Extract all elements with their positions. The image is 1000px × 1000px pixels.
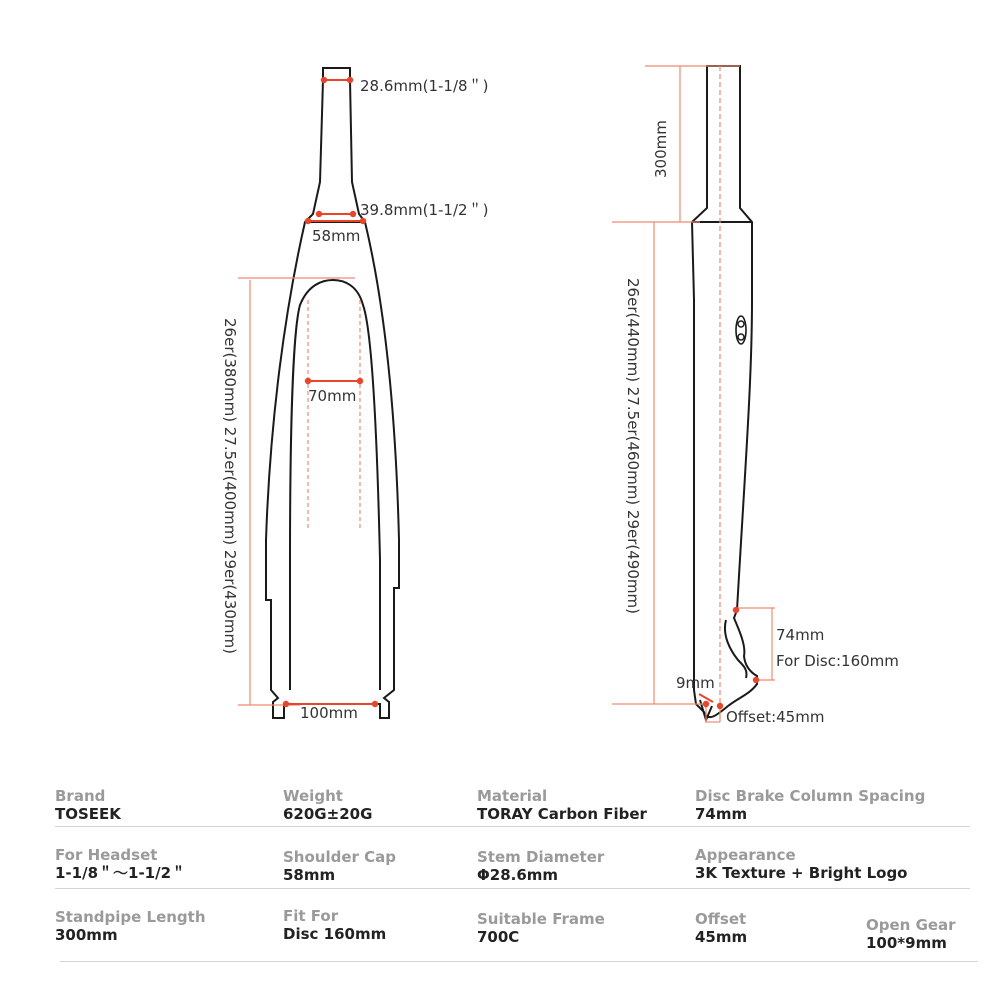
spec-value: 58mm <box>283 866 336 884</box>
spec-value: 100*9mm <box>866 934 947 952</box>
dot <box>316 211 322 217</box>
spec-value: 620G±20G <box>283 805 373 823</box>
spec-value: 1-1/8＂～1-1/2＂ <box>55 864 187 882</box>
spec-divider <box>55 826 970 827</box>
spec-label: Weight <box>283 787 343 805</box>
spec-label: Shoulder Cap <box>283 848 397 866</box>
dot <box>305 378 311 384</box>
spec-offset <box>695 910 747 946</box>
spec-label: Open Gear <box>866 916 956 934</box>
logo-ornament-icon <box>738 334 744 340</box>
dot <box>717 703 723 709</box>
spec-label: Stem Diameter <box>477 848 605 866</box>
side-view <box>692 66 757 720</box>
crown-width-label: 58mm <box>312 227 361 245</box>
side-fork-outline <box>692 66 757 717</box>
dot <box>321 77 327 83</box>
spec-open-gear <box>866 916 956 952</box>
spec-divider <box>60 961 978 962</box>
leg-spacing-label: 70mm <box>308 387 357 405</box>
spec-appearance <box>695 846 908 882</box>
dot <box>733 607 739 613</box>
spec-stem-diameter <box>477 848 604 884</box>
spec-disc-brake-spacing <box>695 787 925 823</box>
disc-size-label: For Disc:160mm <box>776 652 899 670</box>
spec-value: TORAY Carbon Fiber <box>477 805 647 823</box>
dot <box>347 77 353 83</box>
spec-label: Offset <box>695 910 747 928</box>
axle-length-label: 100mm <box>300 704 358 722</box>
dot <box>372 701 378 707</box>
leg-height-label: 26er(380mm) 27.5er(400mm) 29er(430mm) <box>221 318 239 654</box>
spec-label: Fit For <box>283 907 339 925</box>
spec-standpipe-length <box>55 908 206 944</box>
spec-suitable-frame <box>477 910 605 946</box>
spec-fit-for <box>283 907 386 943</box>
offset-label: Offset:45mm <box>726 708 825 726</box>
dot <box>350 211 356 217</box>
spec-material <box>477 787 647 823</box>
spec-label: Material <box>477 787 548 805</box>
spec-value: 45mm <box>695 928 748 946</box>
dropout-label: 9mm <box>676 674 715 692</box>
spec-value: Φ28.6mm <box>477 866 559 884</box>
spec-label: Standpipe Length <box>55 908 206 926</box>
spec-value: 3K Texture + Bright Logo <box>695 864 908 882</box>
disc-spacing-label: 74mm <box>776 626 825 644</box>
spec-value: 700C <box>477 928 520 946</box>
dot <box>357 378 363 384</box>
spec-label: For Headset <box>55 846 158 864</box>
spec-headset <box>55 846 186 882</box>
front-fork-arch <box>290 280 380 690</box>
spec-brand <box>55 787 121 823</box>
dot <box>753 677 759 683</box>
dot <box>283 701 289 707</box>
spec-label: Suitable Frame <box>477 910 605 928</box>
steerer-bottom-label: 39.8mm(1-1/2＂) <box>360 201 489 219</box>
spec-weight <box>283 787 372 823</box>
spec-value: Disc 160mm <box>283 925 387 943</box>
spec-value: 74mm <box>695 805 748 823</box>
steerer-length-label: 300mm <box>652 120 670 178</box>
dot <box>703 701 709 707</box>
front-dimension-guides <box>238 278 360 705</box>
spec-shoulder-cap <box>283 848 396 884</box>
fork-length-label: 26er(440mm) 27.5er(460mm) 29er(490mm) <box>624 278 642 614</box>
spec-label: Brand <box>55 787 106 805</box>
dot <box>305 218 311 224</box>
side-dimension-dots <box>703 607 759 709</box>
spec-label: Appearance <box>695 846 796 864</box>
spec-value: 300mm <box>55 926 118 944</box>
steerer-top-label: 28.6mm(1-1/8＂) <box>360 77 489 95</box>
logo-ornament-icon <box>738 321 744 327</box>
spec-label: Disc Brake Column Spacing <box>695 787 926 805</box>
spec-divider <box>55 888 970 889</box>
spec-value: TOSEEK <box>55 805 121 823</box>
